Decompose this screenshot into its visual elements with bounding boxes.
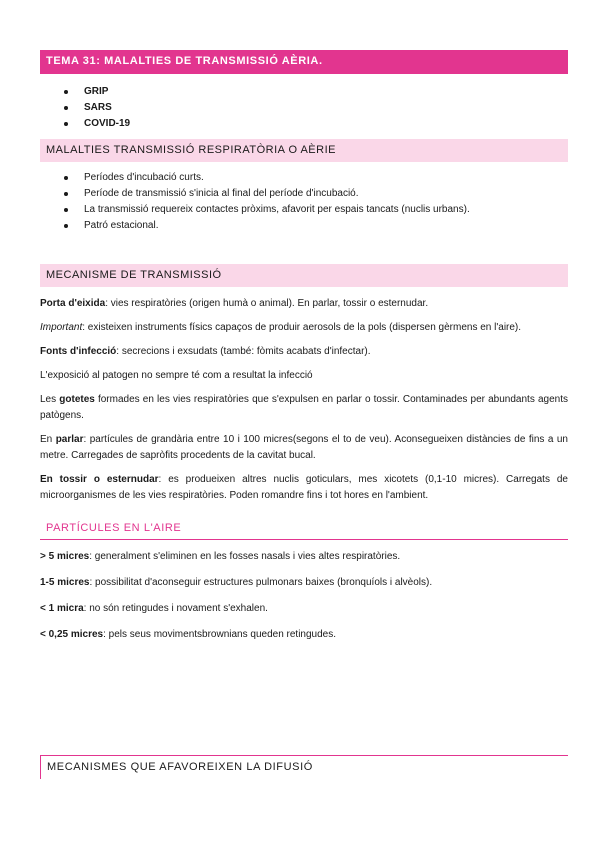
list-item: SARS — [40, 100, 568, 116]
term: > 5 micres — [40, 551, 90, 562]
paragraph-particles-1-5: 1-5 micres: possibilitat d'aconseguir estructures pulmonars baixes (bronquíols i alvèols). — [40, 577, 433, 588]
list-item: GRIP — [40, 84, 568, 100]
term: Fonts d'infecció — [40, 346, 117, 357]
section-heading-particles: PARTÍCULES EN L'AIRE — [40, 520, 568, 540]
paragraph-particles-025: < 0,25 micres: pels seus movimentsbrownians queden retingudes. — [40, 629, 337, 640]
term: 1-5 micres — [40, 577, 90, 588]
paragraph-exit-port: Porta d'eixida: vies respiratòries (origen humà o animal). En parlar, tossir o esternudar. — [40, 298, 429, 309]
paragraph-coughing: En tossir o esternudar: es produeixen altres nuclis goticulars, mes xicotets (0,1-10 micres). Carregats de microorganismes de les vies respiratòries. Poden romandre fins i tot hores en l'ambient. — [40, 474, 568, 501]
page-title: TEMA 31: MALALTIES DE TRANSMISSIÓ AÈRIA. — [40, 50, 568, 74]
term: gotetes — [59, 394, 95, 405]
paragraph-droplets: Les gotetes formades en les vies respiratòries que s'expulsen en parlar o tossir. Contaminades per abundants agents patògens. — [40, 394, 568, 421]
term: parlar — [55, 434, 84, 445]
term: < 0,25 micres — [40, 629, 104, 640]
term: En tossir o esternudar — [40, 474, 159, 485]
paragraph-particles-1: < 1 micra: no són retingudes i novament s'exhalen. — [40, 603, 268, 614]
list-item: La transmissió requereix contactes pròxims, afavorit per espais tancats (nuclis urbans). — [40, 202, 568, 218]
paragraph-infection-sources: Fonts d'infecció: secrecions i exsudats (també: fòmits acabats d'infectar). — [40, 346, 371, 357]
characteristics-list — [40, 170, 568, 234]
list-item: Patró estacional. — [40, 218, 568, 234]
section-heading-transmission: MECANISME DE TRANSMISSIÓ — [40, 264, 568, 287]
term: < 1 micra — [40, 603, 84, 614]
list-item: Període de transmissió s'inicia al final del període d'incubació. — [40, 186, 568, 202]
paragraph-speaking: En parlar: partícules de grandària entre 10 i 100 micres(segons el to de veu). Aconsegueixen distàncies de fins a un metre. Carregades de sapròfits procedents de la cavitat bucal. — [40, 434, 568, 461]
section-heading-diffusion: MECANISMES QUE AFAVOREIXEN LA DIFUSIÓ — [40, 755, 568, 779]
section-heading-respiratory: MALALTIES TRANSMISSIÓ RESPIRATÒRIA O AÈRIE — [40, 139, 568, 162]
paragraph-important: Important: existeixen instruments físics capaços de produir aerosols de la pols (dispersen gèrmens en l'aire). — [40, 322, 522, 333]
term: Porta d'eixida — [40, 298, 106, 309]
disease-list — [40, 84, 568, 132]
list-item: Períodes d'incubació curts. — [40, 170, 568, 186]
document-page — [40, 50, 568, 779]
term: Important — [40, 322, 83, 333]
list-item: COVID-19 — [40, 116, 568, 132]
paragraph-exposure: L'exposició al patogen no sempre té com a resultat la infecció — [40, 370, 313, 381]
paragraph-particles-5: > 5 micres: generalment s'eliminen en les fosses nasals i vies altes respiratòries. — [40, 551, 401, 562]
